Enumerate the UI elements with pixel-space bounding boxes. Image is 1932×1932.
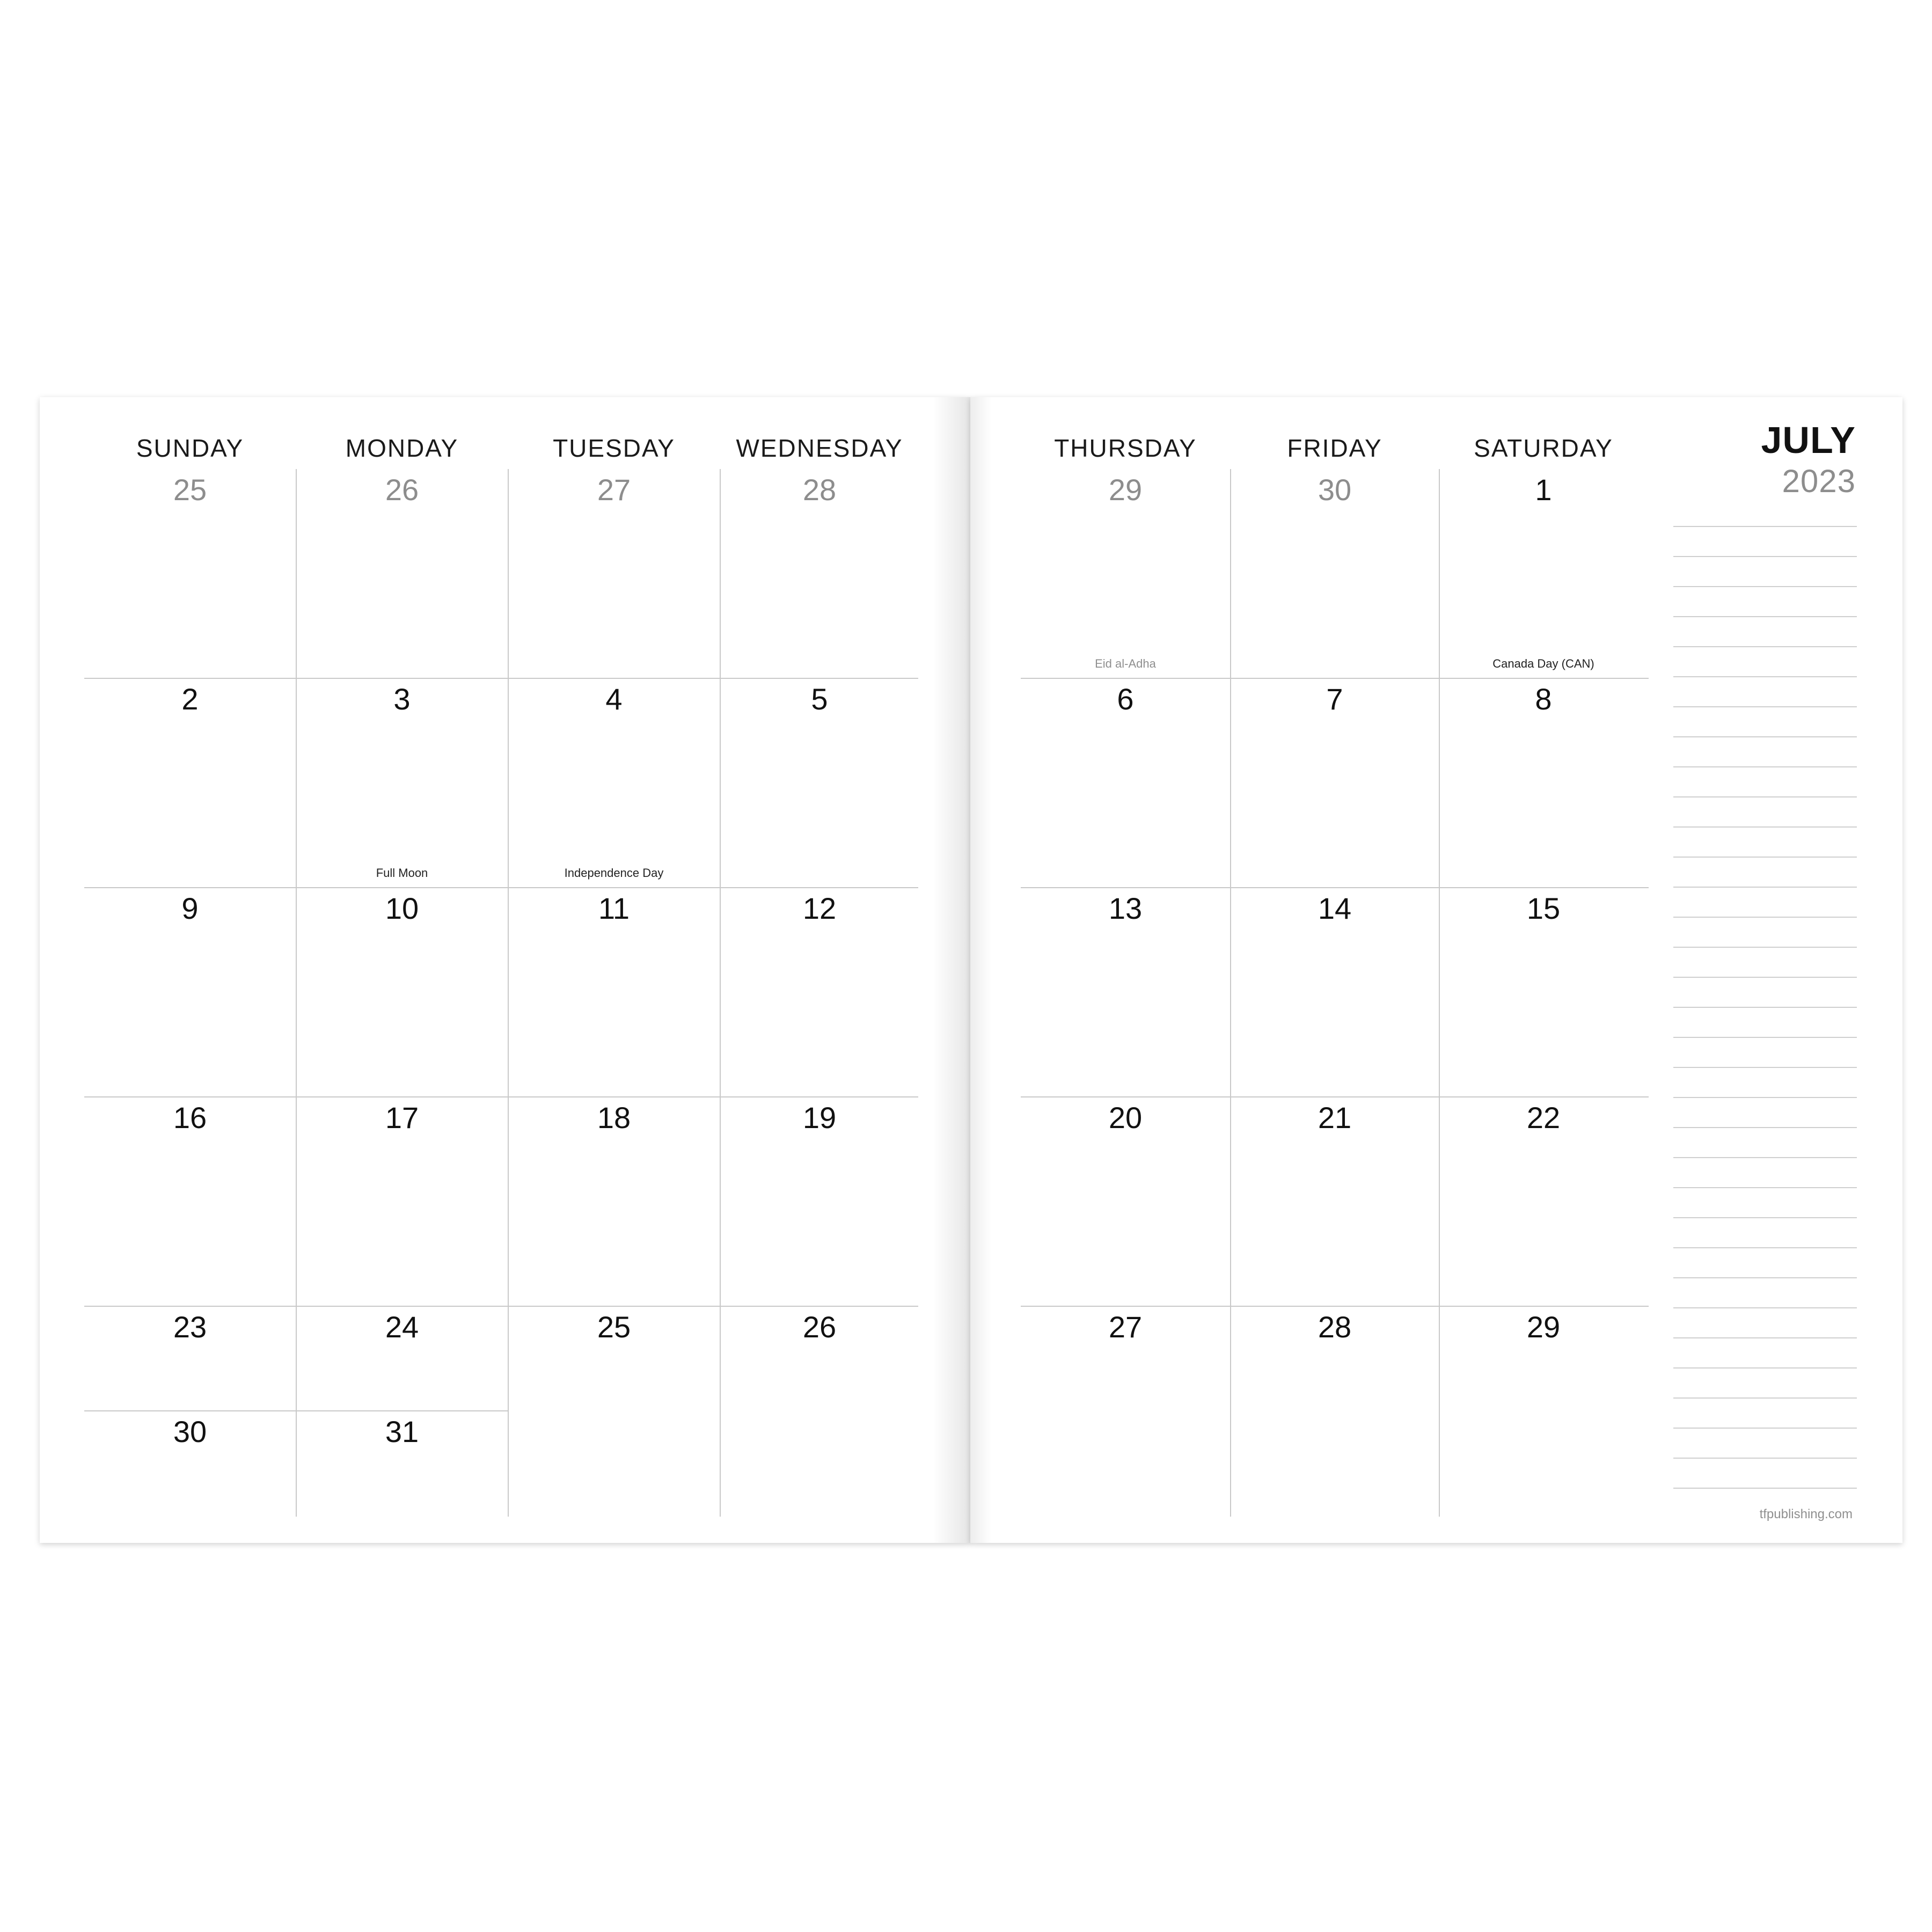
day-header-wednesday: WEDNESDAY [736,434,903,462]
date-number: 28 [1318,1310,1352,1344]
notes-line [1673,706,1857,707]
date-number: 13 [1108,891,1143,925]
date-number: 27 [1108,1310,1143,1344]
date-number: 15 [1526,891,1561,925]
notes-line [1673,616,1857,617]
date-number-prev: 26 [385,473,419,507]
date-number: 3 [393,682,411,716]
notes-line [1673,646,1857,647]
grid-vline [508,469,509,1517]
day-header-monday: MONDAY [345,434,459,462]
notes-line [1673,1097,1857,1098]
date-number: 6 [1117,682,1134,716]
date-number: 14 [1318,891,1352,925]
grid-hline [84,1096,918,1097]
date-number-prev: 29 [1108,473,1143,507]
day-header-sunday: SUNDAY [136,434,244,462]
notes-line [1673,1397,1857,1399]
grid-vline [720,469,721,1517]
date-number: 23 [173,1310,207,1344]
notes-line [1673,857,1857,858]
grid-hline-split [84,1410,508,1411]
notes-line [1673,556,1857,557]
date-number: 25 [597,1310,631,1344]
notes-line [1673,1127,1857,1128]
notes-line [1673,766,1857,767]
date-number: 7 [1326,682,1343,716]
date-number: 29 [1526,1310,1561,1344]
grid-vline [1230,469,1231,1517]
grid-hline [1021,678,1649,679]
event-eid-al-adha: Eid al-Adha [1095,657,1156,670]
grid-hline [84,887,918,888]
date-number: 21 [1318,1101,1352,1135]
grid-hline [1021,1306,1649,1307]
left-page [40,397,970,1543]
date-number: 30 [173,1415,207,1448]
notes-line [1673,826,1857,828]
grid-hline [1021,1096,1649,1097]
date-number: 20 [1108,1101,1143,1135]
date-number-prev: 27 [597,473,631,507]
notes-line [1673,917,1857,918]
date-number: 11 [598,891,630,925]
grid-hline [1021,887,1649,888]
date-number: 19 [802,1101,837,1135]
day-header-tuesday: TUESDAY [553,434,675,462]
notes-line [1673,1007,1857,1008]
date-number: 26 [802,1310,837,1344]
day-header-saturday: SATURDAY [1474,434,1613,462]
date-number: 1 [1535,473,1552,507]
date-number: 2 [181,682,199,716]
date-number: 9 [181,891,199,925]
notes-line [1673,1367,1857,1368]
notes-line [1673,1488,1857,1489]
right-page [970,397,1902,1543]
notes-line [1673,1337,1857,1338]
date-number-prev: 28 [802,473,837,507]
notes-line [1673,887,1857,888]
notes-line [1673,1307,1857,1308]
grid-hline [84,1306,918,1307]
date-number: 8 [1535,682,1552,716]
day-header-thursday: THURSDAY [1054,434,1197,462]
notes-line [1673,1157,1857,1158]
date-number: 12 [802,891,837,925]
notes-line [1673,1247,1857,1248]
notes-line [1673,526,1857,527]
date-number: 5 [811,682,828,716]
event-canada-day: Canada Day (CAN) [1492,657,1594,670]
date-number: 17 [385,1101,419,1135]
date-number: 31 [385,1415,419,1448]
day-header-friday: FRIDAY [1287,434,1382,462]
right-gutter-shadow [970,397,992,1543]
year-title: 2023 [1782,463,1856,499]
grid-vline [296,469,297,1517]
notes-line [1673,1458,1857,1459]
event-independence-day: Independence Day [564,866,664,880]
event-full-moon: Full Moon [376,866,428,880]
month-title: JULY [1761,419,1856,461]
notes-line [1673,676,1857,677]
notes-line [1673,1217,1857,1218]
date-number: 16 [173,1101,207,1135]
notes-line [1673,1428,1857,1429]
date-number: 22 [1526,1101,1561,1135]
date-number: 18 [597,1101,631,1135]
notes-line [1673,1187,1857,1188]
notes-line [1673,1037,1857,1038]
left-gutter-shadow [933,397,970,1543]
date-number-prev: 30 [1318,473,1352,507]
date-number: 24 [385,1310,419,1344]
notes-line [1673,586,1857,587]
notes-line [1673,977,1857,978]
notes-line [1673,947,1857,948]
date-number: 10 [385,891,419,925]
date-number-prev: 25 [173,473,207,507]
date-number: 4 [605,682,623,716]
grid-vline [1439,469,1440,1517]
notes-line [1673,796,1857,797]
grid-hline [84,678,918,679]
publisher-url: tfpublishing.com [1759,1507,1853,1521]
notes-line [1673,736,1857,737]
notes-line [1673,1277,1857,1278]
notes-line [1673,1067,1857,1068]
